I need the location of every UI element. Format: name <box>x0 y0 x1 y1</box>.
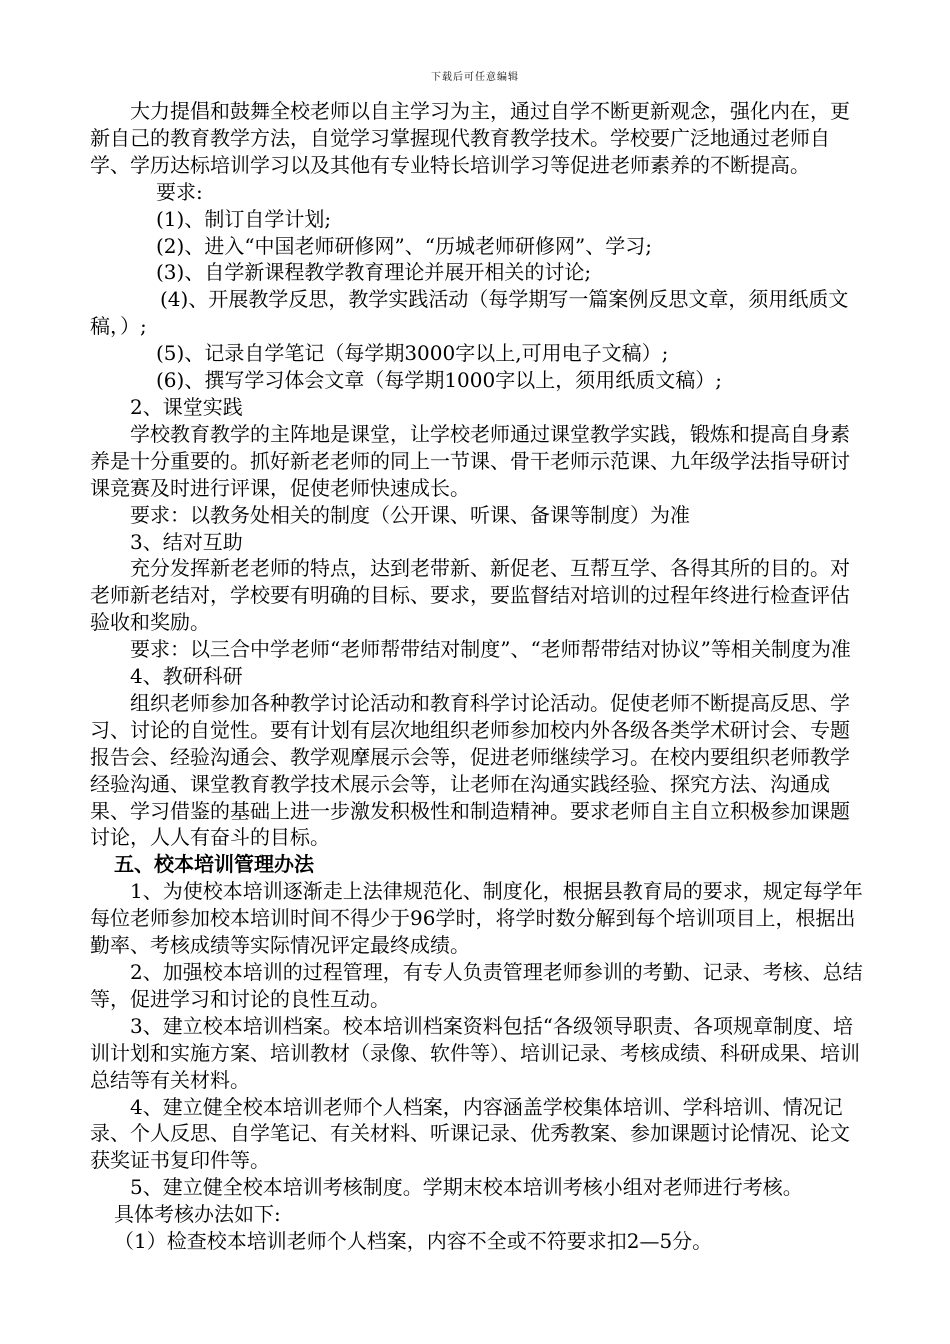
paragraph: 充分发挥新老老师的特点，达到老带新、新促老、互帮互学、各得其所的目的。对老师新老结对，学校要有明确的目标、要求，要监督结对培训的过程年终进行检查评估验收和奖励。 <box>90 556 850 635</box>
document-body <box>90 98 865 1255</box>
paragraph: 要求：以教务处相关的制度（公开课、听课、备课等制度）为准 <box>130 502 690 527</box>
paragraph: 5、建立健全校本培训考核制度。学期末校本培训考核小组对老师进行考核。 <box>130 1175 803 1200</box>
paragraph: (4)、开展教学反思，教学实践活动（每学期写一篇案例反思文章，须用纸质文稿，）; <box>90 287 849 339</box>
paragraph: （1）检查校本培训老师个人档案，内容不全或不符要求扣2—5分。 <box>114 1229 713 1254</box>
paragraph: (2)、进入“中国老师研修网”、“历城老师研修网”、学习; <box>156 233 652 258</box>
paragraph: (5)、记录自学笔记（每学期3000字以上,可用电子文稿）; <box>156 341 669 366</box>
paragraph: 4、教研科研 <box>130 664 243 689</box>
paragraph: 2、课堂实践 <box>130 394 243 419</box>
paragraph: (6)、撰写学习体会文章（每学期1000字以上，须用纸质文稿）; <box>156 368 722 393</box>
paragraph: 3、建立校本培训档案。校本培训档案资料包括“各级领导职责、各项规章制度、培训计划和实施方案、培训教材（录像、软件等）、培训记录、考核成绩、科研成果、培训总结等有关材料。 <box>90 1013 860 1092</box>
paragraph: 2、加强校本培训的过程管理，有专人负责管理老师参训的考勤、记录、考核、总结等，促进学习和讨论的良性互动。 <box>90 960 863 1011</box>
paragraph: 4、建立健全校本培训老师个人档案，内容涵盖学校集体培训、学科培训、情况记录、个人反思、自学笔记、有关材料、听课记录、优秀教案、参加课题讨论情况、论文获奖证书复印件等。 <box>90 1094 850 1173</box>
section-heading: 五、校本培训管理办法 <box>114 852 314 877</box>
paragraph: 组织老师参加各种教学讨论活动和教育科学讨论活动。促使老师不断提高反思、学习、讨论的自觉性。要有计划有层次地组织老师参加校内外各级各类学术研讨会、专题报告会、经验沟通会、教学观摩展示会等，促进老师继续学习。在校内要组织老师教学经验沟通、课堂教育教学技术展示会等，让老师在沟通实践经验、探究方法、沟通成果、学习借鉴的基础上进一步激发积极性和制造精神。要求老师自主自立积极参加课题讨论，人人有奋斗的目标。 <box>90 690 850 850</box>
paragraph: 具体考核办法如下: <box>114 1202 281 1227</box>
paragraph: (3)、自学新课程教学教育理论并展开相关的讨论; <box>156 260 592 285</box>
paragraph: 1、为使校本培训逐渐走上法律规范化、制度化，根据县教育局的要求，规定每学年每位老师参加校本培训时间不得少于96学时，将学时数分解到每个培训项目上，根据出勤率、考核成绩等实际情况评定最终成绩。 <box>90 879 863 958</box>
paragraph: (1)、制订自学计划; <box>156 206 332 231</box>
page-header: 下载后可任意编辑 <box>431 72 519 83</box>
paragraph: 要求: <box>156 179 203 204</box>
paragraph: 3、结对互助 <box>130 529 243 554</box>
paragraph: 学校教育教学的主阵地是课堂，让学校老师通过课堂教学实践，锻炼和提高自身素养是十分重要的。抓好新老老师的同上一节课、骨干老师示范课、九年级学法指导研讨课竞赛及时进行评课，促使老师快速成长。 <box>90 421 850 500</box>
paragraph: 要求：以三合中学老师“老师帮带结对制度”、“老师帮带结对协议”等相关制度为准 <box>130 637 851 662</box>
paragraph: 大力提倡和鼓舞全校老师以自主学习为主，通过自学不断更新观念，强化内在，更新自己的教育教学方法，自觉学习掌握现代教育教学技术。学校要广泛地通过老师自学、学历达标培训学习以及其他有专业特长培训学习等促进老师素养的不断提高。 <box>90 99 850 177</box>
